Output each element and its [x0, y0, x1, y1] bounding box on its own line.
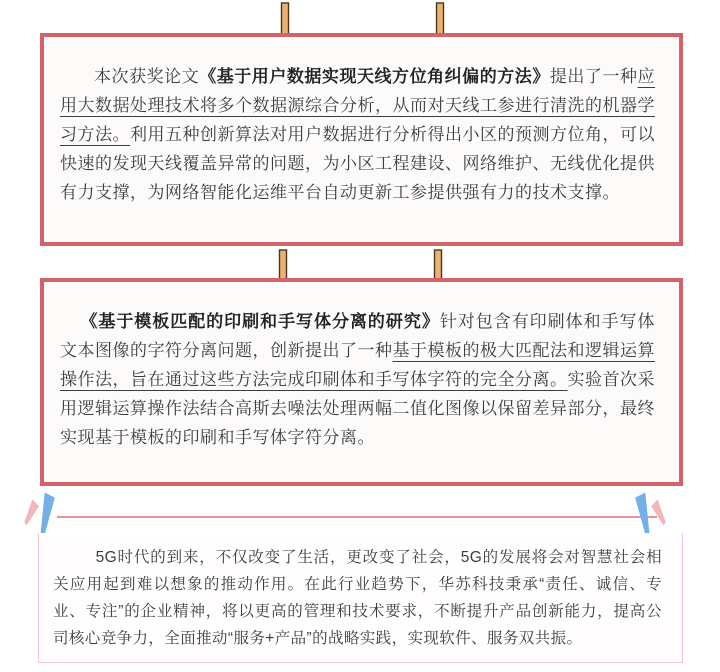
slash-blue-icon: [37, 492, 56, 537]
company-outlook-text: 5G时代的到来，不仅改变了生活，更改变了社会，5G的发展将会对智慧社会相关应用起到难以想象的推动作用。在此行业趋势下，华苏科技秉承“责任、诚信、专业、专注”的企业精神，将以更高的管理和技术要求，不断提升产品创新能力，提高公司核心竞争力，全面推动“服务+产品”的战略实践，实现软件、服务双共振。: [53, 549, 662, 647]
slash-pink-icon: [21, 499, 41, 526]
slash-blue-icon: [635, 492, 654, 537]
award-paper-1-text: 本次获奖论文《基于用户数据实现天线方位角纠偏的方法》提出了一种应用大数据处理技术将多个数据源综合分析，从而对天线工参进行清洗的机器学习方法。利用五种创新算法对用户数据进行分析得出小区的预测方位角，可以快速的发现天线覆盖异常的问题，为小区工程建设、网络维护、无线优化提供有力支撑，为网络智能化运维平台自动更新工参提供强有力的技术支撑。: [60, 67, 656, 202]
slash-pink-icon: [650, 499, 670, 526]
section-divider-line: [57, 516, 657, 518]
award-paper-2-text: 《基于模板匹配的印刷和手写体分离的研究》针对包含有印刷体和手写体文本图像的字符分离问题，创新提出了一种基于模板的极大匹配法和逻辑运算操作法，旨在通过这些方法完成印刷体和手写体字符的完全分离。实验首次采用逻辑运算操作法结合高斯去噪法处理两幅二值化图像以保留差异部分，最终实现基于模板的印刷和手写体字符分离。: [60, 312, 656, 447]
award-paper-1-card: [40, 33, 683, 246]
award-paper-2-card: [40, 278, 683, 486]
company-outlook-box: [38, 533, 683, 663]
